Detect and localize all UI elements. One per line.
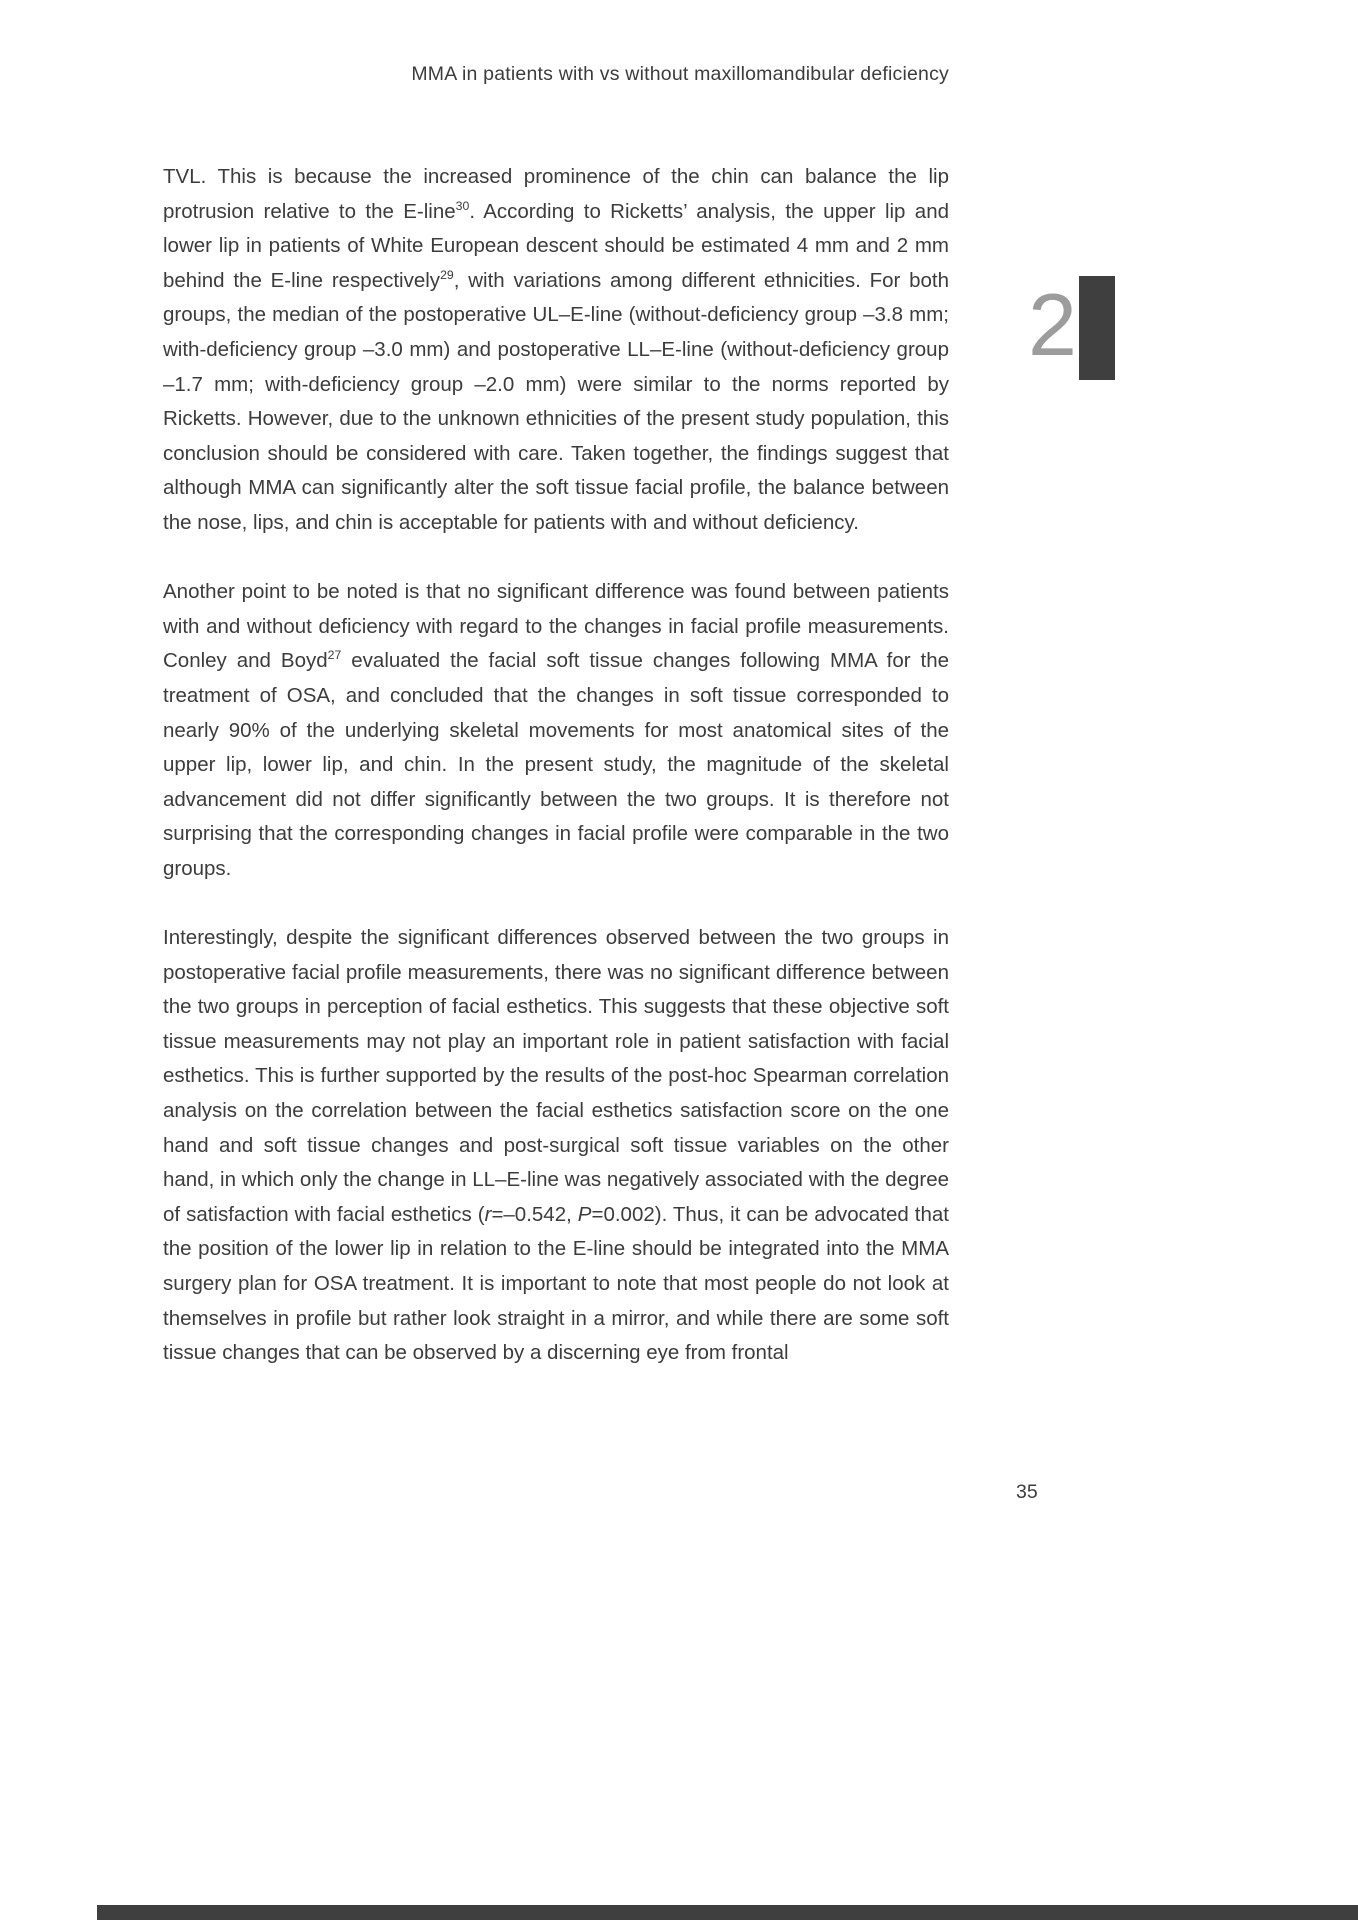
italic-text: r	[484, 1202, 492, 1226]
text-run: , with variations among different ethnicities. For both groups, the median of the postoperative UL–E-line (without-deficiency group –3.8 mm; with-deficiency group –3.0 mm) and postoperative LL–E-line (without-deficiency group –1.7 mm; with-deficiency group –2.0 mm) were similar to the norms reported by Ricketts. However, due to the unknown ethnicities of the present study population, this conclusion should be considered with care. Taken together, the findings suggest that although MMA can significantly alter the soft tissue facial profile, the balance between the nose, lips, and chin is acceptable for patients with and without deficiency.	[163, 268, 949, 534]
text-run: TVL. This is because the increased prominence of the chin can balance the lip protrusion relative to the E-line	[163, 165, 949, 223]
superscript-reference: 27	[327, 648, 342, 663]
text-run: evaluated the facial soft tissue changes following MMA for the treatment of OSA, and concluded that the changes in soft tissue corresponded to nearly 90% of the underlying skeletal movements for most anatomical sites of the upper lip, lower lip, and chin. In the present study, the magnitude of the skeletal advancement did not differ significantly between the two groups. It is therefore not surprising that the corresponding changes in facial profile were comparable in the two groups.	[163, 649, 950, 880]
text-run: . According to Ricketts’ analysis, the upper lip and lower lip in patients of White European descent should be estimated 4 mm and 2 mm behind the E-line respectively	[163, 199, 950, 292]
footer-bar	[97, 1905, 1358, 1920]
text-run: =–0.542,	[491, 1202, 578, 1226]
chapter-tab-bar	[1079, 276, 1115, 380]
superscript-reference: 29	[440, 267, 454, 282]
text-run: =0.002). Thus, it can be advocated that the position of the lower lip in relation to the E-line should be integrated into the MMA surgery plan for OSA treatment. It is important to note that most people do not look at themselves in profile but rather look straight in a mirror, and while there are some soft tissue changes that can be observed by a discerning eye from frontal	[163, 1202, 949, 1365]
paragraph	[163, 575, 949, 886]
page-number: 35	[1016, 1481, 1038, 1503]
paragraph	[163, 921, 949, 1371]
running-header: MMA in patients with vs without maxillomandibular deficiency	[411, 63, 949, 85]
chapter-marker	[1028, 276, 1115, 380]
text-run: Interestingly, despite the significant differences observed between the two groups in postoperative facial profile measurements, there was no significant difference between the two groups in perception of facial esthetics. This suggests that these objective soft tissue measurements may not play an important role in patient satisfaction with facial esthetics. This is further supported by the results of the post-hoc Spearman correlation analysis on the correlation between the facial esthetics satisfaction score on the one hand and soft tissue changes and post-surgical soft tissue variables on the other hand, in which only the change in LL–E-line was negatively associated with the degree of satisfaction with facial esthetics (	[163, 926, 949, 1226]
superscript-reference: 30	[455, 198, 470, 213]
article-body	[163, 160, 949, 1405]
paragraph	[163, 160, 949, 541]
text-run: Another point to be noted is that no significant difference was found between patients with and without deficiency with regard to the changes in facial profile measurements. Conley and Boyd	[163, 580, 949, 673]
italic-text: P	[577, 1202, 592, 1226]
chapter-number: 2	[1028, 275, 1075, 374]
